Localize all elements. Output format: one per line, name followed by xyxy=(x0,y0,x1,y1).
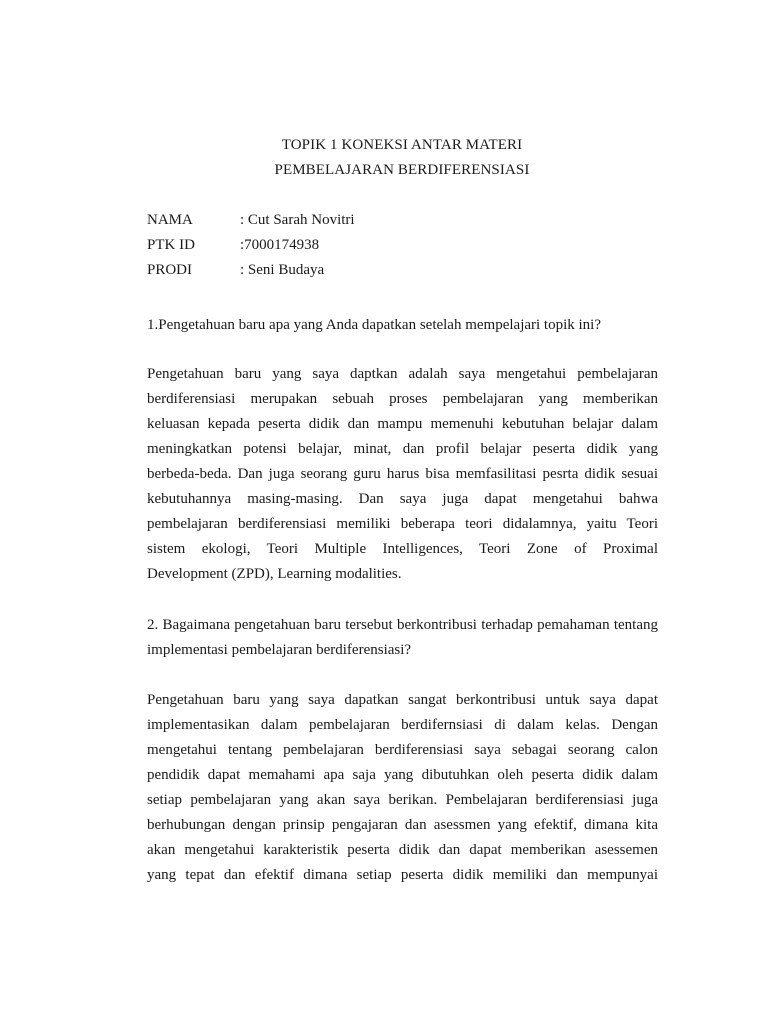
answer-line: berbeda-beda. Dan juga seorang guru harus bisa memfasilitasi pesrta didik sesuai xyxy=(147,466,658,482)
question-1: 1.Pengetahuan baru apa yang Anda dapatkan setelah mempelajari topik ini? xyxy=(147,317,602,333)
answer-line: meningkatkan potensi belajar, minat, dan profil belajar peserta didik yang xyxy=(147,441,658,457)
answer-line: berhubungan dengan prinsip pengajaran dan asessmen yang efektif, dimana kita xyxy=(147,817,658,833)
answer-line: implementasikan dalam pembelajaran berdifernsiasi di dalam kelas. Dengan xyxy=(147,717,658,733)
answer-2 xyxy=(147,688,658,888)
answer-line: Pengetahuan baru yang saya daptkan adalah saya mengetahui pembelajaran xyxy=(147,366,658,382)
answer-line: akan mengetahui karakteristik peserta didik dan dapat memberikan asessemen xyxy=(147,842,658,858)
answer-line: yang tepat dan efektif dimana setiap peserta didik memiliki dan mempunyai xyxy=(147,867,658,883)
info-label: NAMA xyxy=(147,212,193,228)
answer-line: berdiferensiasi merupakan sebuah proses pembelajaran yang memberikan xyxy=(147,391,658,407)
info-value: : Seni Budaya xyxy=(240,262,325,278)
answer-line: pendidik dapat memahami apa saja yang dibutuhkan oleh peserta didik dalam xyxy=(147,767,658,783)
answer-line: keluasan kepada peserta didik dan mampu memenuhi kebutuhan belajar dalam xyxy=(147,416,658,432)
info-row-prodi xyxy=(147,262,667,282)
info-value: : Cut Sarah Novitri xyxy=(240,212,355,228)
document-title-line-2: PEMBELAJARAN BERDIFERENSIASI xyxy=(274,162,530,178)
question-2: 2. Bagaimana pengetahuan baru tersebut berkontribusi terhadap pemahaman tentang implementasi pembelajaran berdiferensiasi? xyxy=(147,617,658,658)
answer-1 xyxy=(147,362,658,587)
answer-line: Pengetahuan baru yang saya dapatkan sangat berkontribusi untuk saya dapat xyxy=(147,692,658,708)
info-label: PTK ID xyxy=(147,237,195,253)
answer-line: mengetahui tentang pembelajaran berdiferensiasi saya sebagai seorang calon xyxy=(147,742,658,758)
info-row-nama xyxy=(147,212,667,232)
info-row-ptk-id xyxy=(147,237,667,257)
document-title-line-1: TOPIK 1 KONEKSI ANTAR MATERI xyxy=(281,137,523,153)
answer-line: Development (ZPD), Learning modalities. xyxy=(147,566,402,582)
info-value: :7000174938 xyxy=(240,237,320,253)
answer-line: pembelajaran berdiferensiasi memiliki beberapa teori didalamnya, yaitu Teori xyxy=(147,516,658,532)
answer-line: setiap pembelajaran yang akan saya berikan. Pembelajaran berdiferensiasi juga xyxy=(147,792,658,808)
answer-line: kebutuhannya masing-masing. Dan saya juga dapat mengetahui bahwa xyxy=(147,491,658,507)
answer-line: sistem ekologi, Teori Multiple Intelligences, Teori Zone of Proximal xyxy=(147,541,658,557)
info-label: PRODI xyxy=(147,262,193,278)
